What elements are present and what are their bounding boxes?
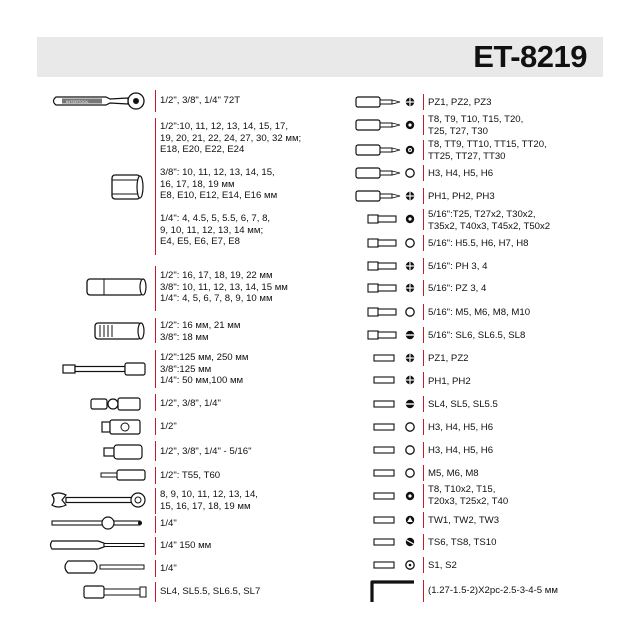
spinner-handle-icon xyxy=(60,558,150,576)
5-16-bit-icon xyxy=(366,280,420,296)
flex-extension-text: 1/4" 150 мм xyxy=(160,540,212,551)
separator xyxy=(423,235,424,251)
model-title: ET-8219 xyxy=(473,39,587,74)
sliding-t-bar-text: 1/4" xyxy=(160,518,177,529)
bit-holder-text: SL4, SL5.5, SL6.5, SL7 xyxy=(160,586,261,597)
separator xyxy=(155,394,156,411)
right-item-text: 5/16": H5.5, H6, H7, H8 xyxy=(428,238,529,249)
sliding-t-bar-icon xyxy=(48,515,148,531)
flex-extension-icon xyxy=(48,537,150,553)
separator xyxy=(155,488,156,514)
separator xyxy=(423,115,424,135)
deep-socket-text: 1/2": 16, 17, 18, 19, 22 мм 3/8": 10, 11, 12, 13, 14, 15 мм 1/4": 4, 5, 6, 7, 8, 9, 10 мм xyxy=(160,270,288,304)
separator xyxy=(423,557,424,573)
extension-bar-text: 1/2":125 мм, 250 мм 3/8":125 мм 1/4": 50 мм,100 мм xyxy=(160,352,249,386)
separator xyxy=(423,304,424,320)
separator xyxy=(423,327,424,343)
bit-adapter-text: 1/2" xyxy=(160,421,177,432)
right-item-text: PH1, PH2, PH3 xyxy=(428,191,495,202)
right-item-text: T8, T10x2, T15, T20x3, T25x2, T40 xyxy=(428,484,509,507)
header-bar xyxy=(37,37,603,77)
short-bit-icon xyxy=(372,488,420,504)
universal-joint-icon xyxy=(88,394,148,414)
right-item-text: 5/16": M5, M6, M8, M10 xyxy=(428,307,531,318)
torx-bit-socket-text: 1/2": T55, T60 xyxy=(160,470,221,481)
long-bit-socket-icon xyxy=(354,165,420,181)
separator xyxy=(155,266,156,311)
bit-adapter-icon xyxy=(98,417,148,437)
separator xyxy=(423,442,424,458)
hex-key-icon xyxy=(366,578,420,604)
short-bit-icon xyxy=(372,419,420,435)
right-item-text: SL4, SL5, SL5.5 xyxy=(428,399,498,410)
5-16-bit-icon xyxy=(366,211,420,227)
right-item-text: M5, M6, M8 xyxy=(428,468,479,479)
5-16-bit-icon xyxy=(366,304,420,320)
separator xyxy=(423,372,424,388)
long-bit-socket-icon xyxy=(354,142,420,158)
separator xyxy=(423,484,424,508)
separator xyxy=(423,94,424,110)
right-item-text: 5/16": PZ 3, 4 xyxy=(428,283,487,294)
spinner-handle-text: 1/4" xyxy=(160,563,177,574)
right-item-text: T8, TT9, TT10, TT15, TT20, TT25, TT27, TT30 xyxy=(428,139,547,162)
short-bit-icon xyxy=(372,534,420,550)
separator xyxy=(155,418,156,435)
right-item-text: TW1, TW2, TW3 xyxy=(428,515,500,526)
separator xyxy=(423,350,424,366)
right-item-text: 5/16":T25, T27x2, T30x2, T35x2, T40x3, T45x2, T50x2 xyxy=(428,209,551,232)
socket-adapter-text: 1/2", 3/8", 1/4" - 5/16" xyxy=(160,446,252,457)
right-item-text: 5/16": SL6, SL6.5, SL8 xyxy=(428,330,526,341)
separator xyxy=(423,209,424,230)
right-item-text: T8, T9, T10, T15, T20, T25, T27, T30 xyxy=(428,114,524,137)
separator xyxy=(423,580,424,602)
torx-bit-socket-icon xyxy=(98,466,150,484)
separator xyxy=(423,534,424,550)
separator xyxy=(155,90,156,112)
short-bit-icon xyxy=(372,557,420,573)
separator xyxy=(423,165,424,181)
separator xyxy=(423,258,424,274)
ratchet-icon xyxy=(48,92,150,110)
right-item-text: H3, H4, H5, H6 xyxy=(428,445,494,456)
combination-wrench-text: 8, 9, 10, 11, 12, 13, 14, 15, 16, 17, 18, 19 мм xyxy=(160,489,258,512)
right-item-text: PZ1, PZ2 xyxy=(428,353,469,364)
separator xyxy=(155,537,156,555)
spark-plug-socket-text: 1/2": 16 мм, 21 мм 3/8": 18 мм xyxy=(160,320,241,343)
separator xyxy=(155,467,156,484)
separator xyxy=(423,188,424,204)
right-item-text: H3, H4, H5, H6 xyxy=(428,422,494,433)
deep-socket-icon xyxy=(84,274,150,300)
extension-bar-icon xyxy=(60,358,150,380)
5-16-bit-icon xyxy=(366,258,420,274)
long-bit-socket-icon xyxy=(354,94,420,110)
combination-wrench-icon xyxy=(48,489,148,511)
right-item-text: (1.27-1.5-2)X2pc-2.5-3-4-5 мм xyxy=(428,585,558,596)
separator xyxy=(155,318,156,343)
right-item-text: TS6, TS8, TS10 xyxy=(428,537,497,548)
spark-plug-socket-icon xyxy=(92,318,148,344)
socket-text: 1/2":10, 11, 12, 13, 14, 15, 17, 19, 20, 21, 22, 24, 27, 30, 32 мм; E18, E20, E22, E24 3/8": 10, 11, 12, 13, 14, 15, 16, 17, 18, 19 мм E8, E10, E12, E14, E16 мм 1/4": 4, 4.5, 5, 5.5, 6, 7, 8, 9, 10, 11, 12, 13, 14 мм; E4, E5, E6, E7, E8 xyxy=(160,121,302,247)
socket-icon xyxy=(108,172,148,202)
separator xyxy=(155,118,156,255)
separator xyxy=(423,419,424,435)
svg-text:INTERTOOL: INTERTOOL xyxy=(66,99,89,104)
short-bit-icon xyxy=(372,396,420,412)
5-16-bit-icon xyxy=(366,235,420,251)
short-bit-icon xyxy=(372,465,420,481)
5-16-bit-icon xyxy=(366,327,420,343)
right-item-text: H3, H4, H5, H6 xyxy=(428,168,494,179)
socket-adapter-icon xyxy=(100,442,150,462)
separator xyxy=(155,582,156,602)
short-bit-icon xyxy=(372,442,420,458)
separator xyxy=(155,441,156,461)
separator xyxy=(423,512,424,528)
separator xyxy=(155,350,156,388)
right-item-text: 5/16": PH 3, 4 xyxy=(428,261,488,272)
long-bit-socket-icon xyxy=(354,117,420,133)
ratchet-text: 1/2", 3/8", 1/4" 72T xyxy=(160,95,241,106)
right-item-text: S1, S2 xyxy=(428,560,457,571)
separator xyxy=(423,280,424,296)
separator xyxy=(423,396,424,412)
short-bit-icon xyxy=(372,350,420,366)
separator xyxy=(423,465,424,481)
bit-holder-icon xyxy=(80,582,150,602)
universal-joint-text: 1/2", 3/8", 1/4" xyxy=(160,398,221,409)
right-item-text: PZ1, PZ2, PZ3 xyxy=(428,97,492,108)
separator xyxy=(155,560,156,577)
short-bit-icon xyxy=(372,372,420,388)
separator xyxy=(155,516,156,533)
right-item-text: PH1, PH2 xyxy=(428,376,471,387)
short-bit-icon xyxy=(372,512,420,528)
long-bit-socket-icon xyxy=(354,188,420,204)
separator xyxy=(423,140,424,160)
